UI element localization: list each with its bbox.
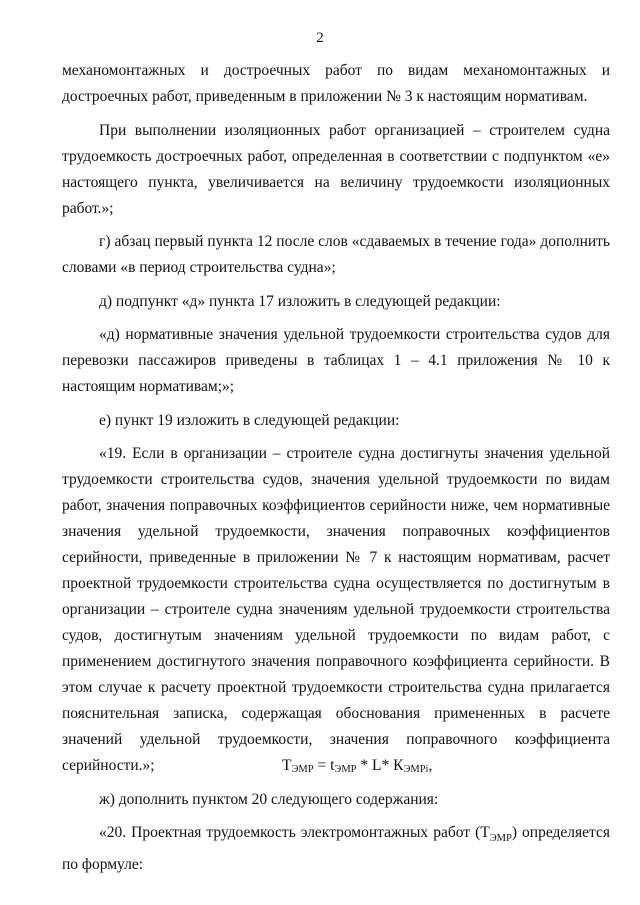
- point-20-before: «20. Проектная трудоемкость электромонтажных работ (Т: [99, 824, 490, 841]
- formula-t: Т: [282, 757, 292, 774]
- formula-eq: = t: [313, 757, 335, 774]
- page-number: 2: [316, 30, 324, 46]
- formula-t2-sub: ЭМР: [334, 764, 357, 775]
- formula-end: ,: [428, 757, 433, 774]
- paragraph-item-zh: ж) дополнить пунктом 20 следующего содержания:: [99, 790, 439, 808]
- paragraph-item-e: е) пункт 19 изложить в следующей редакции:: [99, 411, 400, 429]
- formula-mid: * L* К: [356, 757, 404, 774]
- point-20-after: ) определяется по формуле:: [62, 824, 611, 874]
- formula-t-sub: ЭМР: [291, 764, 314, 775]
- paragraph-continuation: механомонтажных и достроечных работ по видам механомонтажных и достроечных работ, приведенным в приложении № 3 к настоящим нормативам.: [62, 62, 610, 105]
- paragraph-item-d: д) подпункт «д» пункта 17 изложить в следующей редакции:: [99, 292, 501, 310]
- formula-k-sub: ЭМРi: [403, 764, 429, 775]
- point-20-subscript: ЭМР: [489, 833, 512, 845]
- formula: [282, 757, 432, 775]
- paragraph-point-20: [62, 820, 610, 878]
- paragraph-point-19: «19. Если в организации – строителе судна достигнуты значения удельной трудоемкости строительства судов, значения удельной трудоемкости по видам работ, значения поправочных коэффициентов серийности ниже, чем нормативные значения удельной трудоемкости, значения поправочных коэффициентов серийности, приведенные в приложении № 7 к настоящим нормативам, расчет проектной трудоемкости строительства судна осуществляется по достигнутым в организации – строителе судна значениям удельной трудоемкости строительства судов, достигнутым значениям удельной трудоемкости по видам работ, с применением достигнутого значения поправочного коэффициента серийности. В этом случае к расчету проектной трудоемкости строительства судна прилагается пояснительная записка, содержащая обоснования примененных в расчете значений удельной трудоемкости, значения поправочного коэффициента серийности.»;: [62, 445, 610, 774]
- paragraph-insulation: При выполнении изоляционных работ организацией – строителем судна трудоемкость достроечных работ, определенная в соответствии с подпунктом «е» настоящего пункта, увеличивается на величину трудоемкости изоляционных работ.»;: [62, 121, 610, 217]
- paragraph-item-g: г) абзац первый пункта 12 после слов «сдаваемых в течение года» дополнить словами «в период строительства судна»;: [62, 233, 610, 276]
- paragraph-subitem-d-text: «д) нормативные значения удельной трудоемкости строительства судов для перевозки пассажиров приведены в таблицах 1 – 4.1 приложения № 10 к настоящим нормативам;»;: [62, 326, 610, 395]
